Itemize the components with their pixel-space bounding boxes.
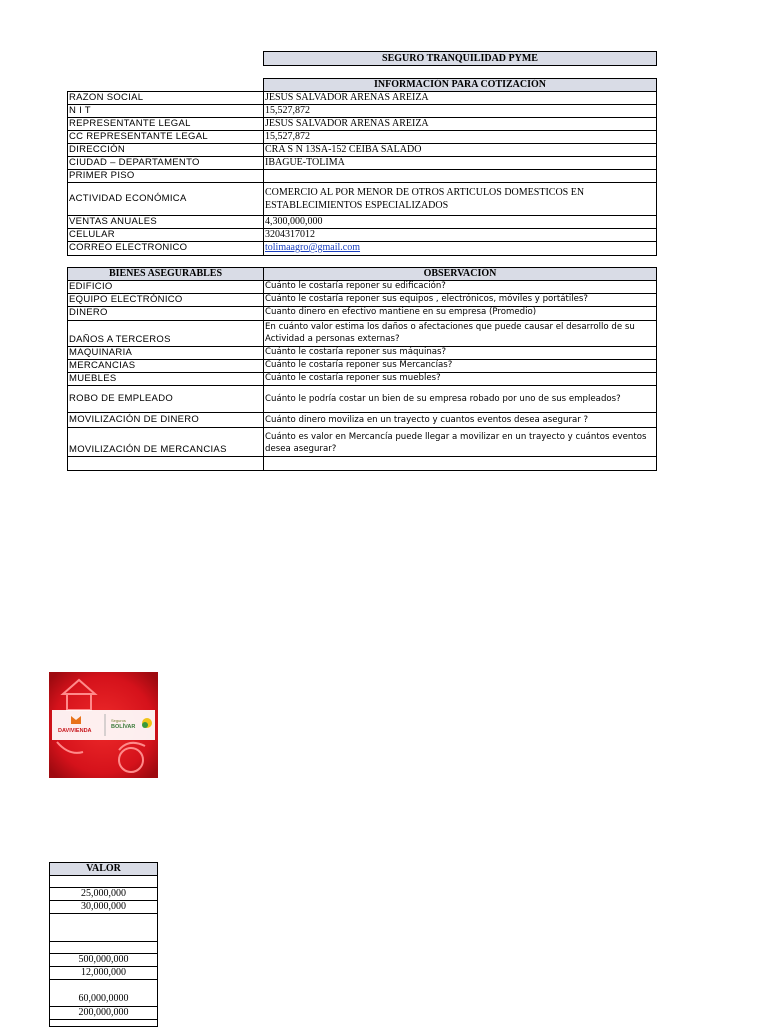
valor-cell-mov-dinero[interactable]: 200,000,000	[49, 1006, 158, 1020]
obs-muebles: Cuánto le costaría reponer sus muebles?	[263, 372, 657, 386]
value-razon-social[interactable]: JESUS SALVADOR ARENAS AREIZA	[263, 91, 657, 105]
bien-edificio: EDIFICIO	[67, 280, 264, 294]
bien-empty-row	[67, 456, 264, 471]
label-actividad: ACTIVIDAD ECONÓMICA	[67, 182, 264, 216]
label-cc-representante: CC REPRESENTANTE LEGAL	[67, 130, 264, 144]
bien-movilizacion-mercancias: MOVILIZACIÓN DE MERCANCIAS	[67, 427, 264, 457]
davivienda-bolivar-logo	[49, 672, 158, 778]
obs-movilizacion-dinero: Cuánto dinero moviliza en un trayecto y cuantos eventos desea asegurar ?	[263, 412, 657, 428]
value-direccion[interactable]: CRA S N 13SA-152 CEIBA SALADO	[263, 143, 657, 157]
obs-robo-empleado: Cuánto le podría costar un bien de su empresa robado por uno de sus empleados?	[263, 385, 657, 413]
bien-movilizacion-dinero: MOVILIZACIÓN DE DINERO	[67, 412, 264, 428]
info-header: INFORMACIÓN PARA COTIZACIÓN	[263, 78, 657, 92]
bien-dinero: DINERO	[67, 306, 264, 321]
obs-equipo-electronico: Cuánto le costaría reponer sus equipos , electrónicos, móviles y portátiles?	[263, 293, 657, 307]
bienes-header: BIENES ASEGURABLES	[67, 267, 264, 281]
value-ventas[interactable]: 4,300,000,000	[263, 215, 657, 229]
logo-bolivar-text: BOLÍVAR	[111, 724, 136, 730]
label-nit: N I T	[67, 104, 264, 118]
label-celular: CELULAR	[67, 228, 264, 242]
bien-muebles: MUEBLES	[67, 372, 264, 386]
bien-equipo-electronico: EQUIPO ELECTRÓNICO	[67, 293, 264, 307]
value-representante[interactable]: JESUS SALVADOR ARENAS AREIZA	[263, 117, 657, 131]
logo-seguros-text: Seguros	[111, 718, 126, 723]
value-correo[interactable]	[263, 241, 657, 256]
bien-mercancias: MERCANCIAS	[67, 359, 264, 373]
label-representante: REPRESENTANTE LEGAL	[67, 117, 264, 131]
label-direccion: DIRECCIÓN	[67, 143, 264, 157]
obs-dinero: Cuanto dinero en efectivo mantiene en su empresa (Promedio)	[263, 306, 657, 321]
bien-robo-empleado: ROBO DE EMPLEADO	[67, 385, 264, 413]
obs-edificio: Cuánto le costaría reponer su edificación?	[263, 280, 657, 294]
bien-maquinaria: MAQUINARIA	[67, 346, 264, 360]
valor-cell-equipo[interactable]: 25,000,000	[49, 887, 158, 901]
obs-danos-terceros: En cuánto valor estima los daños o afectaciones que puede causar el desarrollo de su Actividad a personas externas?	[263, 320, 657, 347]
label-ventas: VENTAS ANUALES	[67, 215, 264, 229]
valor-cell-danos[interactable]	[49, 913, 158, 942]
value-actividad[interactable]: COMERCIO AL POR MENOR DE OTROS ARTICULOS DOMESTICOS EN ESTABLECIMIENTOS ESPECIALIZADOS	[263, 182, 657, 216]
obs-maquinaria: Cuánto le costaría reponer sus máquinas?	[263, 346, 657, 360]
observacion-header: OBSERVACIÓN	[263, 267, 657, 281]
valor-cell-mov-mercancias[interactable]	[49, 1019, 158, 1027]
valor-cell-mercancias[interactable]: 500,000,000	[49, 953, 158, 967]
valor-cell-dinero[interactable]: 30,000,000	[49, 900, 158, 914]
obs-empty-row	[263, 456, 657, 471]
bien-danos-terceros: DAÑOS A TERCEROS	[67, 320, 264, 347]
valor-cell-robo[interactable]: 60,000,0000	[49, 979, 158, 1007]
label-primer-piso: PRIMER PISO	[67, 169, 264, 183]
form-title: SEGURO TRANQUILIDAD PYME	[263, 51, 657, 66]
value-celular[interactable]: 3204317012	[263, 228, 657, 242]
label-correo: CORREO ELECTRONICO	[67, 241, 264, 256]
email-link[interactable]: tolimaagro@gmail.com	[265, 242, 361, 253]
value-primer-piso[interactable]	[263, 169, 657, 183]
label-razon-social: RAZON SOCIAL	[67, 91, 264, 105]
logo-davivienda-text: DAVIVIENDA	[58, 728, 92, 734]
label-ciudad: CIUDAD – DEPARTAMENTO	[67, 156, 264, 170]
value-ciudad[interactable]: IBAGUE-TOLIMA	[263, 156, 657, 170]
valor-header: VALOR	[49, 862, 158, 876]
value-nit[interactable]: 15,527,872	[263, 104, 657, 118]
obs-movilizacion-mercancias: Cuánto es valor en Mercancía puede llegar a movilizar en un trayecto y cuántos eventos desea asegurar?	[263, 427, 657, 457]
value-cc-representante[interactable]: 15,527,872	[263, 130, 657, 144]
obs-mercancias: Cuánto le costaría reponer sus Mercancías?	[263, 359, 657, 373]
valor-cell-muebles[interactable]: 12,000,000	[49, 966, 158, 980]
